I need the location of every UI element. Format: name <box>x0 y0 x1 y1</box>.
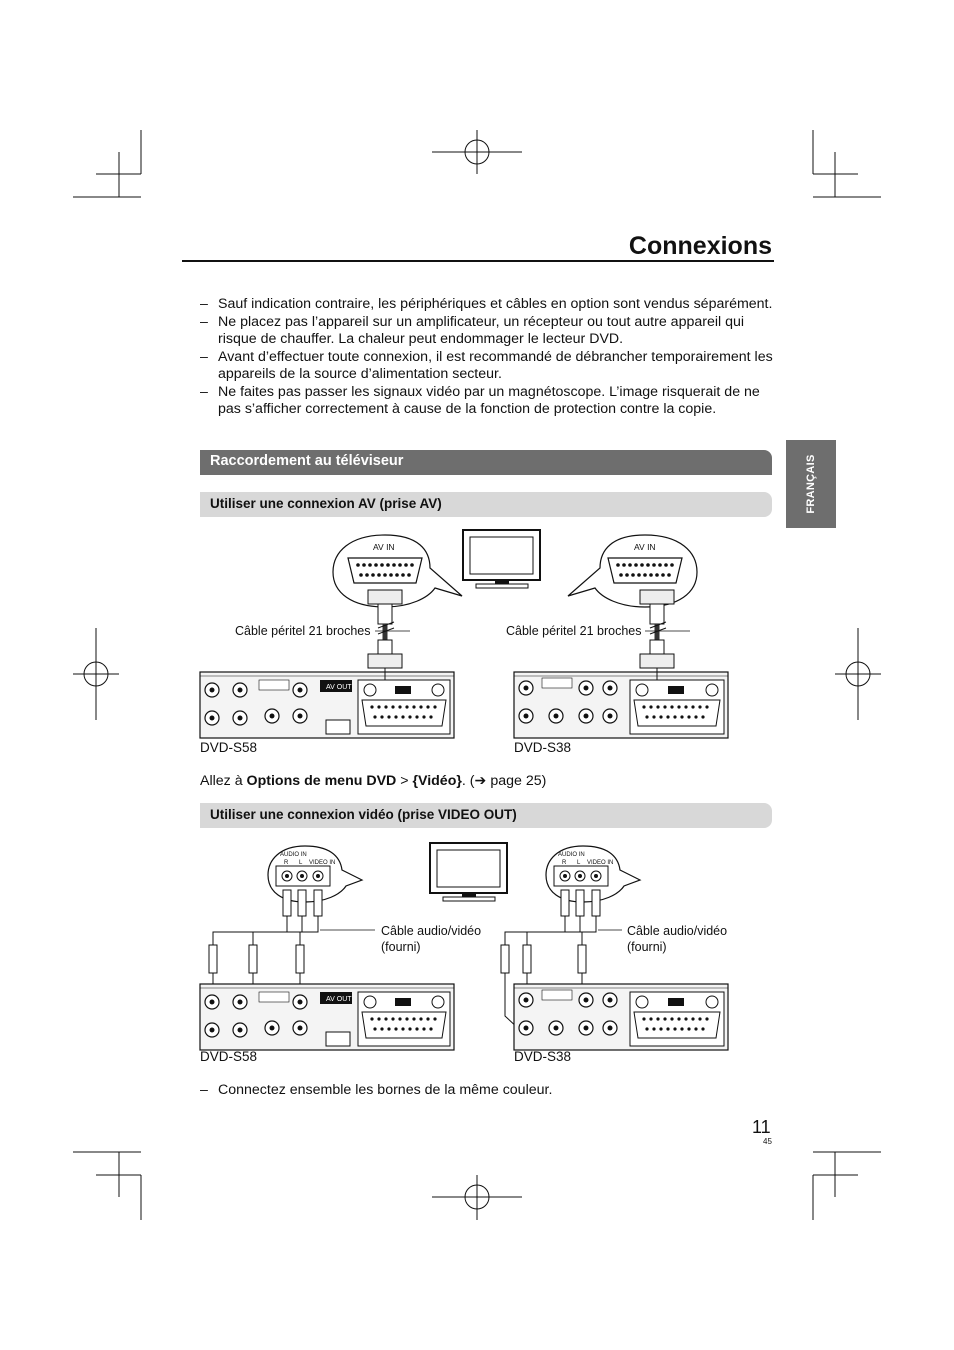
video-subheading: Utiliser une connexion vidéo (prise VIDEO OUT) <box>200 803 772 828</box>
language-tab-label: FRANÇAIS <box>805 454 817 514</box>
model-label-dvd-s58: DVD-S58 <box>200 740 258 755</box>
jack-l-label-left: L <box>299 860 303 866</box>
dvd-s58-panel-av <box>200 668 454 738</box>
menu-instruction: Allez à Options de menu DVD > {Vidéo}. (➔ page 25) <box>200 773 547 789</box>
audio-in-label-right: AUDIO IN <box>558 852 585 858</box>
list-item: – Ne faites pas passer les signaux vidéo par un magnétoscope. L’image risquerait de ne pas s’afficher correctement à cause de la fonction de protection contre la copie. <box>200 383 760 417</box>
page-number: 11 <box>752 1117 771 1137</box>
list-item: – Ne placez pas l’appareil sur un amplificateur, un récepteur ou tout autre appareil qui risque de chauffer. La chaleur peut endommager le lecteur DVD. <box>200 313 745 347</box>
audio-in-label-left: AUDIO IN <box>280 852 307 858</box>
scart-jack-callout-right <box>568 535 697 607</box>
language-tab <box>786 440 836 528</box>
panel-avout-label-2: AV OUT <box>326 996 352 1003</box>
dvd-s38-panel-av <box>514 668 728 738</box>
av-in-label-left: AV IN <box>373 542 395 552</box>
list-item: – Avant d’effectuer toute connexion, il est recommandé de débrancher temporairement les appareils de la source d’alimentation secteur. <box>200 348 773 382</box>
video-in-label-right: VIDEO IN <box>587 860 614 866</box>
av-subheading: Utiliser une connexion AV (prise AV) <box>200 492 772 517</box>
av-in-label-right: AV IN <box>634 542 656 552</box>
dvd-s58-panel-video <box>200 984 454 1050</box>
jack-l-label-right: L <box>577 860 581 866</box>
color-match-note: – Connectez ensemble les bornes de la même couleur. <box>200 1082 553 1098</box>
dvd-s38-panel-video <box>514 984 728 1050</box>
scart-cable-right <box>640 590 674 668</box>
model-label-dvd-s38-video: DVD-S38 <box>514 1049 572 1064</box>
scart-cable-label-left: Câble péritel 21 broches <box>235 624 371 638</box>
tv-icon <box>463 530 540 588</box>
section-heading: Raccordement au téléviseur <box>200 450 772 475</box>
av-cable-label-right: Câble audio/vidéo (fourni) <box>627 924 728 954</box>
model-label-dvd-s38: DVD-S38 <box>514 740 572 755</box>
scart-cable-left <box>368 590 402 668</box>
intro-bullet-list <box>200 296 780 419</box>
tv-icon-2 <box>430 843 507 901</box>
page-sub-number: 45 <box>763 1137 772 1146</box>
page-title: Connexions <box>628 232 772 260</box>
av-cable-label-left: Câble audio/vidéo (fourni) <box>381 924 482 954</box>
model-label-dvd-s58-video: DVD-S58 <box>200 1049 258 1064</box>
arrow-icon: ➔ <box>474 773 487 789</box>
list-item: – Sauf indication contraire, les périphériques et câbles en option sont vendus séparément. <box>200 296 773 312</box>
scart-cable-label-right: Câble péritel 21 broches <box>506 624 642 638</box>
jack-r-label-right: R <box>562 860 567 866</box>
crop-marks <box>73 130 881 1220</box>
panel-avout-label: AV OUT <box>326 684 352 691</box>
registration-marks <box>73 130 881 1220</box>
video-in-label-left: VIDEO IN <box>309 860 336 866</box>
title-divider <box>182 260 774 262</box>
jack-r-label-left: R <box>284 860 289 866</box>
